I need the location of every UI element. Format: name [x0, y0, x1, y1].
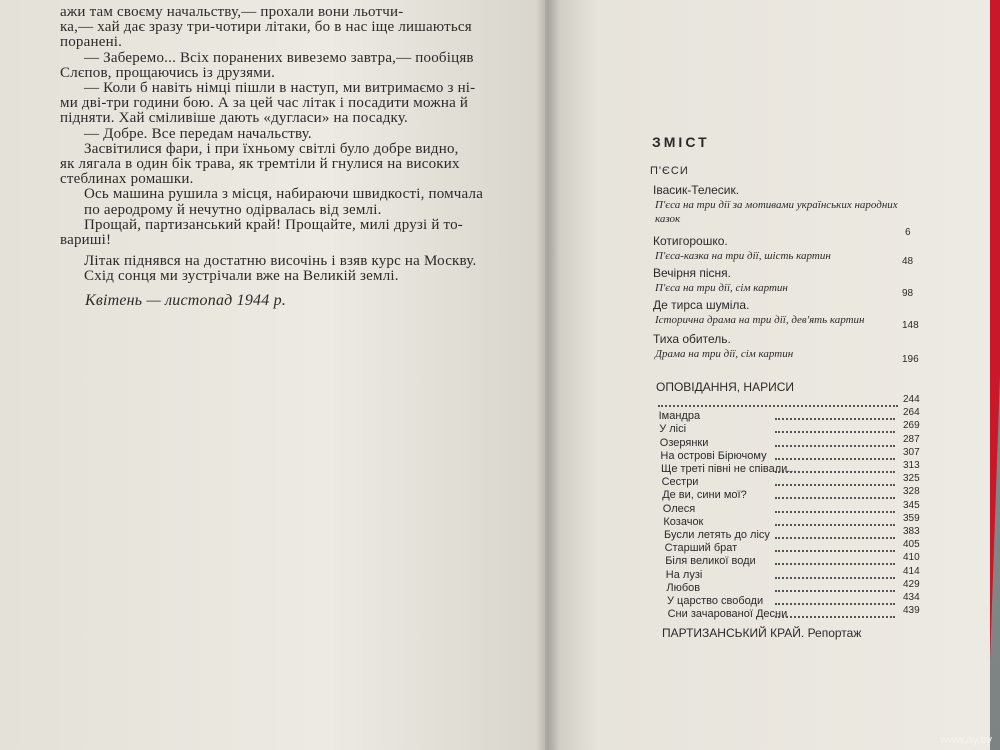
left-text-line: Схід сонця ми зустрічали вже на Великій землі. [84, 268, 399, 285]
story-page-number: 405 [903, 539, 920, 551]
left-text-line: ми дві-три години бою. А за цей час літак і посадити можна й [60, 95, 469, 112]
left-text-line: як лягала в один бік трава, як тремтіли й гнулися на високих [60, 156, 460, 172]
toc-leader-dots [775, 548, 895, 552]
play-subtitle: П'єса на три дії за мотивами українських народних [655, 199, 898, 211]
left-text-line: ажи там своєму начальству,— прохали вони льотчи- [60, 4, 404, 20]
toc-leader-dots [775, 429, 895, 433]
story-page-number: 410 [903, 552, 920, 564]
left-text-line: Слєпов, прощаючись із друзями. [60, 64, 276, 81]
toc-leader-dots [775, 495, 895, 499]
story-title: Озерянки [659, 436, 709, 449]
story-page-number: 345 [903, 499, 920, 511]
play-title: Вечірня пісня. [653, 266, 731, 280]
left-text-line: Прощай, партизанський край! Прощайте, милі друзі й то- [84, 216, 463, 233]
play-subtitle-cont: казок [655, 213, 681, 225]
left-text-line: по аеродрому й нечутно одірвалась від землі. [84, 201, 382, 218]
play-subtitle: Драма на три дії, сім картин [655, 348, 794, 360]
toc-leader-dots [775, 509, 895, 513]
play-subtitle: П'єса на три дії, сім картин [655, 282, 788, 294]
story-title: Сестри [661, 476, 699, 489]
story-page-number: 269 [903, 420, 920, 432]
toc-leader-dots [775, 416, 895, 420]
story-title: У лісі [659, 423, 687, 436]
toc-leader-dots [775, 443, 895, 447]
toc-leader-dots [658, 403, 898, 407]
play-title: Тиха обитель. [653, 332, 731, 346]
play-title: Де тирса шуміла. [653, 298, 750, 312]
story-page-number: 244 [903, 394, 920, 405]
story-title: На лузі [665, 568, 703, 581]
play-page-number: 148 [902, 320, 919, 331]
toc-leader-dots [775, 601, 895, 605]
story-page-number: 287 [903, 433, 920, 445]
plays-heading: П'ЄСИ [650, 165, 689, 177]
left-text-line: вариші! [60, 232, 112, 248]
story-title: Сни зачарованої Десни [667, 608, 788, 621]
play-page-number: 6 [905, 227, 911, 238]
toc-leader-dots [775, 522, 895, 526]
left-text-line: стеблинах ромашки. [60, 171, 194, 188]
story-page-number: 313 [903, 460, 920, 471]
story-title: Де ви, сини мої? [662, 489, 747, 502]
story-title: Олеся [662, 502, 696, 515]
left-text-line: Літак піднявся на достатню височінь і взяв курс на Москву. [84, 253, 477, 270]
last-entry: ПАРТИЗАНСЬКИЙ КРАЙ. Репортаж [662, 626, 862, 640]
left-text-line: — Добре. Все передам начальству. [84, 125, 312, 142]
left-text-line: ка,— хай дає зразу три-чотири літаки, бо в нас іще лишаються [60, 19, 472, 36]
story-title: Козачок [663, 515, 704, 528]
play-page-number: 98 [902, 288, 914, 299]
story-page-number: 359 [903, 512, 920, 524]
play-page-number: 196 [902, 354, 919, 365]
date-line: Квітень — листопад 1944 р. [85, 292, 287, 309]
left-text-line: поранені. [60, 34, 123, 51]
story-page-number: 307 [903, 446, 920, 458]
story-title: Біля великої води [665, 555, 756, 568]
toc-leader-dots [775, 535, 895, 539]
story-title: У царство свободи [667, 595, 764, 607]
story-page-number: 264 [903, 407, 920, 419]
story-page-number: 414 [903, 565, 920, 577]
story-title: Ще треті півні не співали... [661, 463, 797, 475]
story-title: Старший брат [664, 542, 738, 555]
story-page-number: 429 [903, 578, 920, 590]
left-text-line: — Коли б навіть німці пішли в наступ, ми витримаємо з ні- [84, 80, 476, 96]
toc-leader-dots [775, 575, 895, 579]
toc-title: ЗМІСТ [652, 134, 710, 150]
story-title: Любов [666, 581, 701, 594]
toc-leader-dots [775, 561, 895, 565]
toc-leader-dots [775, 456, 895, 460]
toc-leader-dots [775, 469, 895, 473]
stories-heading: ОПОВІДАННЯ, НАРИСИ [656, 380, 795, 394]
play-subtitle: Історична драма на три дії, дев'ять картин [655, 314, 865, 326]
play-page-number: 48 [902, 256, 914, 267]
toc-leader-dots [775, 614, 895, 618]
toc-leader-dots [775, 588, 895, 592]
play-title: Івасик-Телесик. [653, 183, 740, 197]
story-page-number: 328 [903, 486, 920, 498]
book-gutter [536, 0, 560, 750]
watermark: www.ay.by [940, 734, 992, 746]
story-title: Імандра [658, 410, 701, 423]
story-page-number: 383 [903, 526, 920, 537]
left-text-line: Засвітилися фари, і при їхньому світлі було добре видно, [84, 140, 459, 157]
story-page-number: 325 [903, 473, 920, 485]
toc-leader-dots [775, 482, 895, 486]
right-page [545, 0, 990, 750]
left-text-line: — Заберемо... Всіх поранених вивеземо завтра,— пообіцяв [84, 49, 474, 66]
play-title: Котигорошко. [653, 234, 728, 248]
story-title: На острові Бірючому [660, 449, 767, 462]
story-title: Бусли летять до лісу [664, 529, 770, 541]
left-text-line: підняти. Хай сміливіше дають «дугласи» на посадку. [60, 110, 408, 127]
play-subtitle: П'єса-казка на три дії, шість картин [655, 250, 831, 262]
story-page-number: 434 [903, 592, 920, 603]
left-text-line: Ось машина рушила з місця, набираючи швидкості, помчала [84, 186, 484, 203]
story-page-number: 439 [903, 605, 920, 617]
